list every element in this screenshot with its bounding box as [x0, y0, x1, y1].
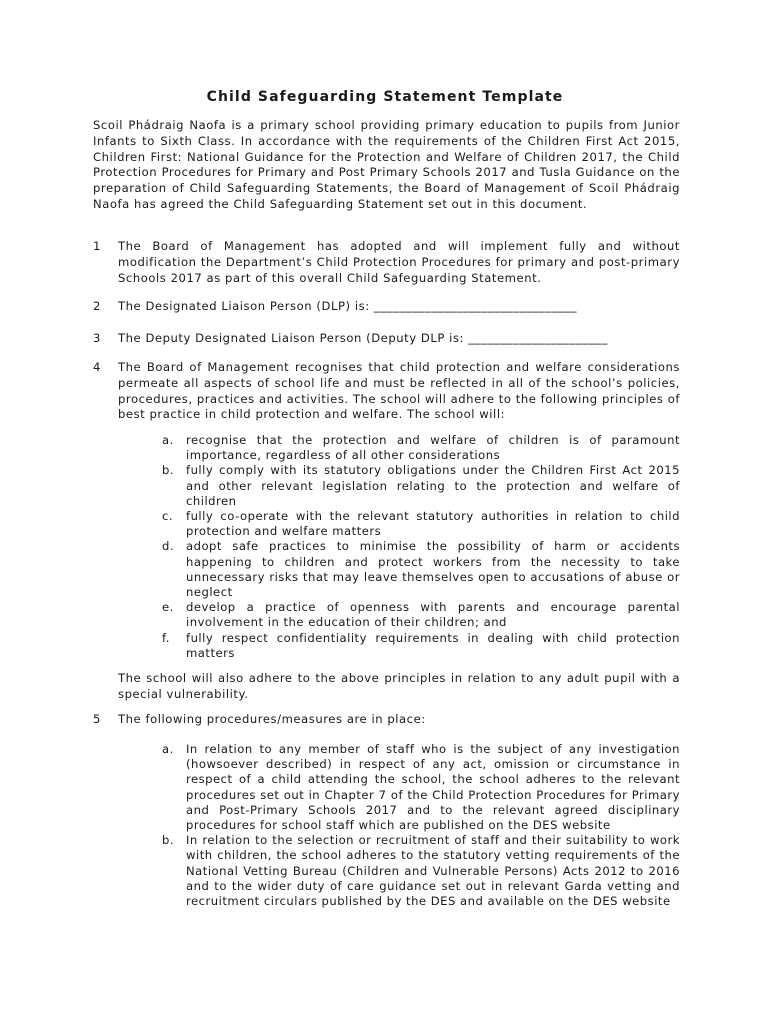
adult-pupil-note: The school will also adhere to the above principles in relation to any adult pupil with a special vulnerability. — [118, 671, 680, 701]
list-text: fully comply with its statutory obligations under the Children First Act 2015 and other relevant legislation relating to the protection and welfare of children — [186, 463, 680, 508]
list-item — [162, 742, 680, 833]
list-letter: e. — [162, 600, 174, 615]
list-letter: b. — [162, 463, 175, 478]
list-text: adopt safe practices to minimise the possibility of harm or accidents happening to children and protect workers from the necessity to take unnecessary risks that may leave themselves open to accusations of abuse or neglect — [186, 539, 680, 600]
list-item — [162, 509, 680, 539]
list-item — [162, 600, 680, 630]
item-5-text: The following procedures/measures are in place: — [118, 712, 426, 726]
item-3-number: 3 — [93, 331, 101, 345]
list-text: In relation to any member of staff who is the subject of any investigation (howsoever described) in respect of any act, omission or circumstance in respect of a child attending the school, the school adheres to the relevant procedures set out in Chapter 7 of the Child Protection Procedures for Primary and Post-Primary Schools 2017 and to the relevant agreed disciplinary procedures for school staff which are published on the DES website — [186, 742, 680, 833]
list-item — [162, 433, 680, 463]
list-letter: a. — [162, 433, 174, 447]
list-letter: f. — [162, 630, 170, 645]
item-4-number: 4 — [93, 360, 101, 374]
list-text: fully respect confidentiality requirements in dealing with child protection matters — [186, 630, 680, 660]
item-5-number: 5 — [93, 712, 101, 726]
list-text: recognise that the protection and welfare of children is of paramount importance, regardless of all other considerations — [186, 433, 680, 463]
item-1-text: The Board of Management has adopted and will implement fully and without modification the Department’s Child Protection Procedures for primary and post-primary Schools 2017 as part of this overall Child Safeguarding Statement. — [118, 239, 680, 285]
page-title: Child Safeguarding Statement Template — [206, 89, 564, 105]
list-text: In relation to the selection or recruitment of staff and their suitability to work with children, the school adheres to the statutory vetting requirements of the National Vetting Bureau (Children and Vulnerable Persons) Acts 2012 to 2016 and to the wider duty of care guidance set out in relevant Garda vetting and recruitment circulars published by the DES and available on the DES website — [186, 833, 680, 909]
list-letter: b. — [162, 833, 175, 848]
item-2-number: 2 — [93, 299, 101, 313]
list-item — [162, 539, 680, 600]
list-text: develop a practice of openness with parents and encourage parental involvement in the education of their children; and — [186, 600, 680, 630]
dlp-field: The Designated Liaison Person (DLP) is: ________________________________ — [118, 299, 577, 313]
list-item — [162, 631, 680, 661]
list-text: fully co-operate with the relevant statutory authorities in relation to child protection and welfare matters — [186, 509, 680, 539]
list-letter: c. — [162, 509, 174, 524]
procedures-list — [162, 742, 680, 909]
intro-paragraph: Scoil Phádraig Naofa is a primary school providing primary education to pupils from Junior Infants to Sixth Class. In accordance with the requirements of the Children First Act 2015, Children First: National Guidance for the Protection and Welfare of Children 2017, the Child Protection Procedures for Primary and Post Primary Schools 2017 and Tusla Guidance on the preparation of Child Safeguarding Statements, the Board of Management of Scoil Phádraig Naofa has agreed the Child Safeguarding Statement set out in this document. — [93, 118, 680, 211]
list-item — [162, 463, 680, 509]
item-1-number: 1 — [93, 239, 101, 253]
item-4-text: The Board of Management recognises that child protection and welfare considerations permeate all aspects of school life and must be reflected in all of the school’s policies, procedures, practices and activities. The school will adhere to the following principles of best practice in child protection and welfare. The school will: — [118, 360, 680, 422]
list-letter: d. — [162, 539, 175, 554]
list-letter: a. — [162, 742, 174, 756]
principles-list — [162, 433, 680, 661]
list-item — [162, 833, 680, 909]
deputy-dlp-field: The Deputy Designated Liaison Person (Deputy DLP is: ______________________ — [118, 331, 608, 345]
